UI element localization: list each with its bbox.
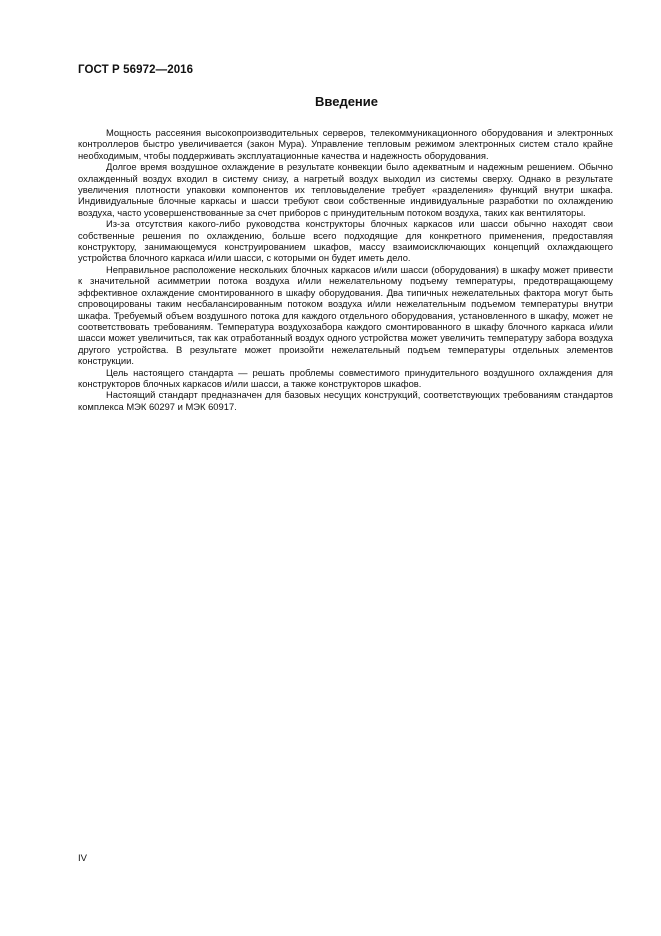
document-code: ГОСТ Р 56972—2016 <box>78 64 194 76</box>
section-title: Введение <box>315 94 378 109</box>
body-text <box>78 127 613 412</box>
paragraph-2: Долгое время воздушное охлаждение в результате конвекции было адекватным и надежным решением. Обычно охлажденный воздух входил в систему снизу, а нагретый воздух выходил из системы сверху. Однако в результате увеличения плотности упаковки компонентов их тепловыделение требует «разделения» функций внутри шкафа. Индивидуальные блочные каркасы и шасси требуют свои собственные индивидуальные разработки по охлаждению воздуха, часто усовершенствованные за счет приборов с принудительным потоком воздуха, таких как вентиляторы. <box>78 161 613 218</box>
paragraph-3: Из-за отсутствия какого-либо руководства конструкторы блочных каркасов или шасси обычно находят свои собственные решения по охлаждению, больше всего подходящие для конкретного применения, предоставляя конструктору, занимающемуся конструированием шкафов, массу взаимоисключающих концепций охлаждающего устройства блочного каркаса и/или шасси, с которыми он будет иметь дело. <box>78 218 613 264</box>
paragraph-6: Настоящий стандарт предназначен для базовых несущих конструкций, соответствующих требованиям стандартов комплекса МЭК 60297 и МЭК 60917. <box>78 389 613 412</box>
paragraph-4: Неправильное расположение нескольких блочных каркасов и/или шасси (оборудования) в шкафу может привести к значительной асимметрии потока воздуха и/или нежелательному подъему температуры, предотвращающему эффективное охлаждение смонтированного в шкафу оборудования. Два типичных нежелательных фактора могут быть спровоцированы таким несбалансированным потоком воздуха и/или нежелательным подъемом температуры внутри шкафа. Требуемый объем воздушного потока для каждого отдельного оборудования, установленного в шкафу, может не соответствовать требованиям. Температура воздухозабора каждого смонтированного в шкафу блочного каркаса и/или шасси может увеличиться, так как отработанный воздух одного устройства может увеличить температуру забора воздуха другого устройства. В результате может произойти нежелательный подъем температуры отдельных элементов конструкции. <box>78 263 613 367</box>
paragraph-5: Цель настоящего стандарта — решать проблемы совместимого принудительного воздушного охлаждения для конструкторов блочных каркасов и/или шасси, а также конструкторов шкафов. <box>78 366 613 389</box>
paragraph-1: Мощность рассеяния высокопроизводительных серверов, телекоммуникационного оборудования и электронных контроллеров быстро увеличивается (закон Мура). Управление тепловым режимом электронных систем стало крайне необходимым, чтобы поддерживать эксплуатационные качества и надежность оборудования. <box>78 127 613 161</box>
page-number: IV <box>78 853 87 864</box>
